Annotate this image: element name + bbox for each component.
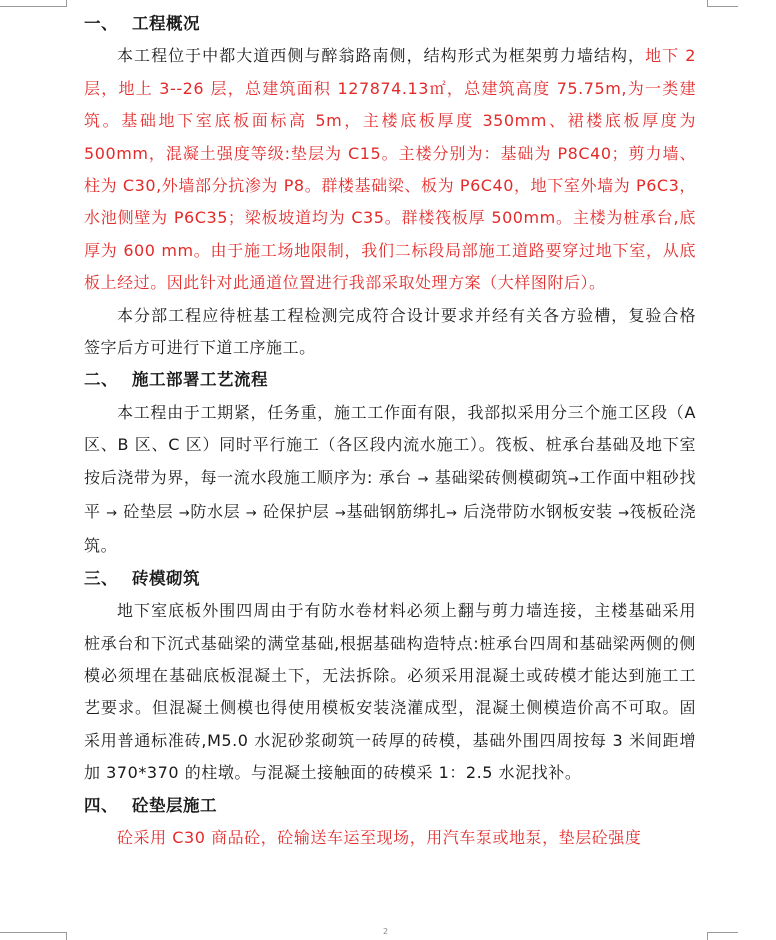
section-3-heading (84, 563, 696, 595)
section-3-title: 砖模砌筑 (132, 568, 200, 588)
flow-step: 防水层 (190, 502, 241, 522)
section-2-title: 施工部署工艺流程 (132, 370, 268, 390)
section-2-number: 二、 (84, 370, 118, 390)
arrow-icon: → (417, 471, 430, 487)
flow-step: 筏板砼浇筑 (84, 502, 697, 556)
document-body (84, 8, 696, 855)
section-2-paragraph-1 (84, 397, 696, 563)
arrow-icon: → (618, 506, 630, 522)
flow-step: 基础钢筋绑扎 (346, 502, 447, 522)
flow-step: 基础梁砖侧模砌筑 (434, 467, 569, 487)
flow-step: 工作面中粗砂找平 (84, 467, 696, 522)
section-1-heading (84, 8, 696, 40)
flow-end: 。 (100, 536, 118, 556)
section-4-title: 砼垫层施工 (132, 795, 217, 815)
arrow-icon: → (446, 506, 458, 522)
section-4-number: 四、 (84, 795, 118, 815)
flow-step: 后浇带防水钢板安装 (463, 502, 613, 522)
flow-step: 砼垫层 (123, 502, 174, 522)
section-2-heading (84, 364, 696, 396)
section-4-heading (84, 790, 696, 822)
flow-step: 砼保护层 (262, 502, 330, 522)
arrow-icon: → (335, 506, 347, 522)
project-spec-text: 地下 2 层，地上 3--26 层，总建筑面积 127874.13㎡，总建筑高度 75.75m,为一类建筑。基础地下室底板面标高 5m，主楼底板厚度 350mm、裙楼底板厚度为 500mm，混凝土强度等级:垫层为 C15。主楼分别为：基础为 P8C40；剪力墙、柱为 C30,外墙部分抗渗为 P8。群楼基础梁、板为 P6C40，地下室外墙为 P6C3，水池侧壁为 P6C35；梁板坡道均为 C35。群楼筏板厚 500mm。主楼为桩承台,底厚为 600 mm。由于施工场地限制，我们二标段局部施工道路要穿过地下室，从底板上经过。因此针对此通道位置进行我部采取处理方案（大样图附后）。 (84, 46, 696, 293)
section-4-paragraph-1: 砼采用 C30 商品砼，砼输送车运至现场，用汽车泵或地泵，垫层砼强度 (117, 828, 642, 848)
arrow-icon: → (106, 506, 118, 522)
project-location-text: 本工程位于中都大道西侧与醉翁路南侧，结构形式为框架剪力墙结构， (117, 46, 646, 66)
arrow-icon: → (178, 506, 191, 522)
construction-plan-text: 本工程由于工期紧，任务重，施工工作面有限，我部拟采用分三个施工区段（A 区、B 区、C 区）同时平行施工（各区段内流水施工）。筏板、桩承台基础及地下室按后浇带为界，每一流水段施工顺序为: (84, 402, 696, 487)
page-number: 2 (383, 927, 389, 936)
section-3-number: 三、 (84, 568, 118, 588)
crop-mark-top-right (707, 0, 738, 7)
arrow-icon: → (245, 506, 258, 522)
section-1-number: 一、 (84, 14, 118, 33)
arrow-icon: → (568, 471, 580, 487)
section-1-title: 工程概况 (132, 14, 200, 33)
crop-mark-top-left (0, 0, 67, 7)
section-1-paragraph-1 (84, 40, 696, 299)
section-3-paragraph-1: 地下室底板外围四周由于有防水卷材料必须上翻与剪力墙连接，主楼基础采用桩承台和下沉式基础梁的满堂基础,根据基础构造特点:桩承台四周和基础梁两侧的侧模必须埋在基础底板混凝土下，无法拆除。必须采用混凝土或砖模才能达到施工工艺要求。但混凝土侧模也得使用模板安装浇灌成型，混凝土侧模造价高不可取。固采用普通标准砖,M5.0 水泥砂浆砌筑一砖厚的砖模，基础外围四周按每 3 米间距增加 370*370 的柱墩。与混凝土接触面的砖模采 1：2.5 水泥找补。 (84, 601, 696, 783)
section-1-paragraph-2: 本分部工程应待桩基工程检测完成符合设计要求并经有关各方验槽，复验合格签字后方可进行下道工序施工。 (84, 305, 696, 358)
flow-step: 承台 (378, 467, 412, 487)
